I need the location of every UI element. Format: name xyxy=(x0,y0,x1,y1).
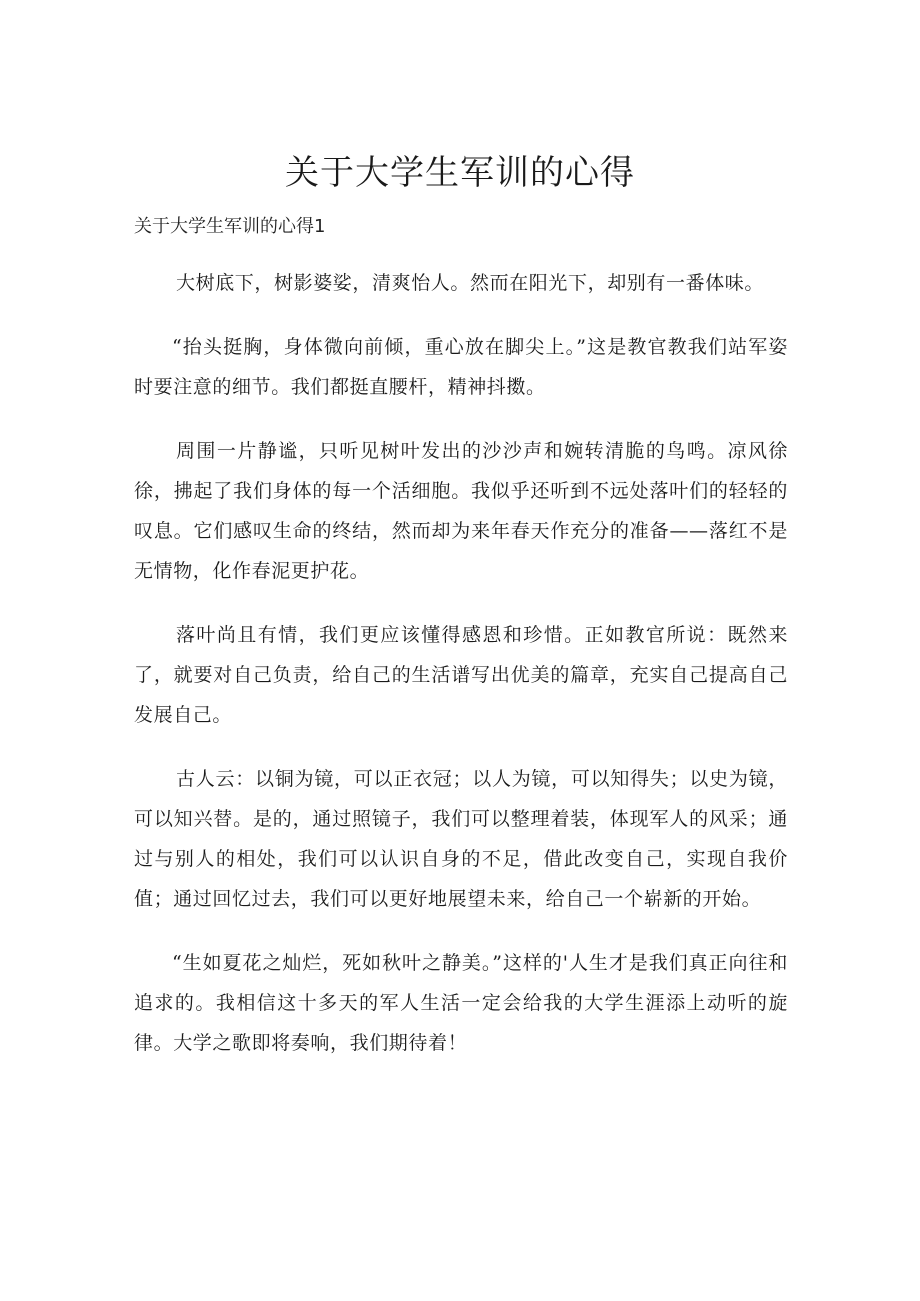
paragraph-6: “生如夏花之灿烂，死如秋叶之静美。”这样的'人生才是我们真正向往和追求的。我相信这十多天的军人生活一定会给我的大学生涯添上动听的旋律。大学之歌即将奏响，我们期待着！ xyxy=(134,952,788,1054)
document-body xyxy=(134,263,788,1087)
paragraph-1: 大树底下，树影婆娑，清爽怡人。然而在阳光下，却别有一番体味。 xyxy=(176,272,765,294)
paragraph-4: 落叶尚且有情，我们更应该懂得感恩和珍惜。正如教官所说：既然来了，就要对自己负责，给自己的生活谱写出优美的篇章，充实自己提高自己发展自己。 xyxy=(134,624,788,726)
document-title: 关于大学生军训的心得 xyxy=(285,153,635,193)
paragraph-5: 古人云：以铜为镜，可以正衣冠；以人为镜，可以知得失；以史为镜，可以知兴替。是的，通过照镜子，我们可以整理着装，体现军人的风采；通过与别人的相处，我们可以认识自身的不足，借此改变自己，实现自我价值；通过回忆过去，我们可以更好地展望未来，给自己一个崭新的开始。 xyxy=(134,768,788,910)
paragraph-3: 周围一片静谧，只听见树叶发出的沙沙声和婉转清脆的鸟鸣。凉风徐徐，拂起了我们身体的每一个活细胞。我似乎还听到不远处落叶们的轻轻的叹息。它们感叹生命的终结，然而却为来年春天作充分的准备——落红不是无情物，化作春泥更护花。 xyxy=(134,440,788,582)
section-heading: 关于大学生军训的心得1 xyxy=(134,216,326,237)
paragraph-2: “抬头挺胸，身体微向前倾，重心放在脚尖上。”这是教官教我们站军姿时要注意的细节。我们都挺直腰杆，精神抖擞。 xyxy=(134,336,788,398)
